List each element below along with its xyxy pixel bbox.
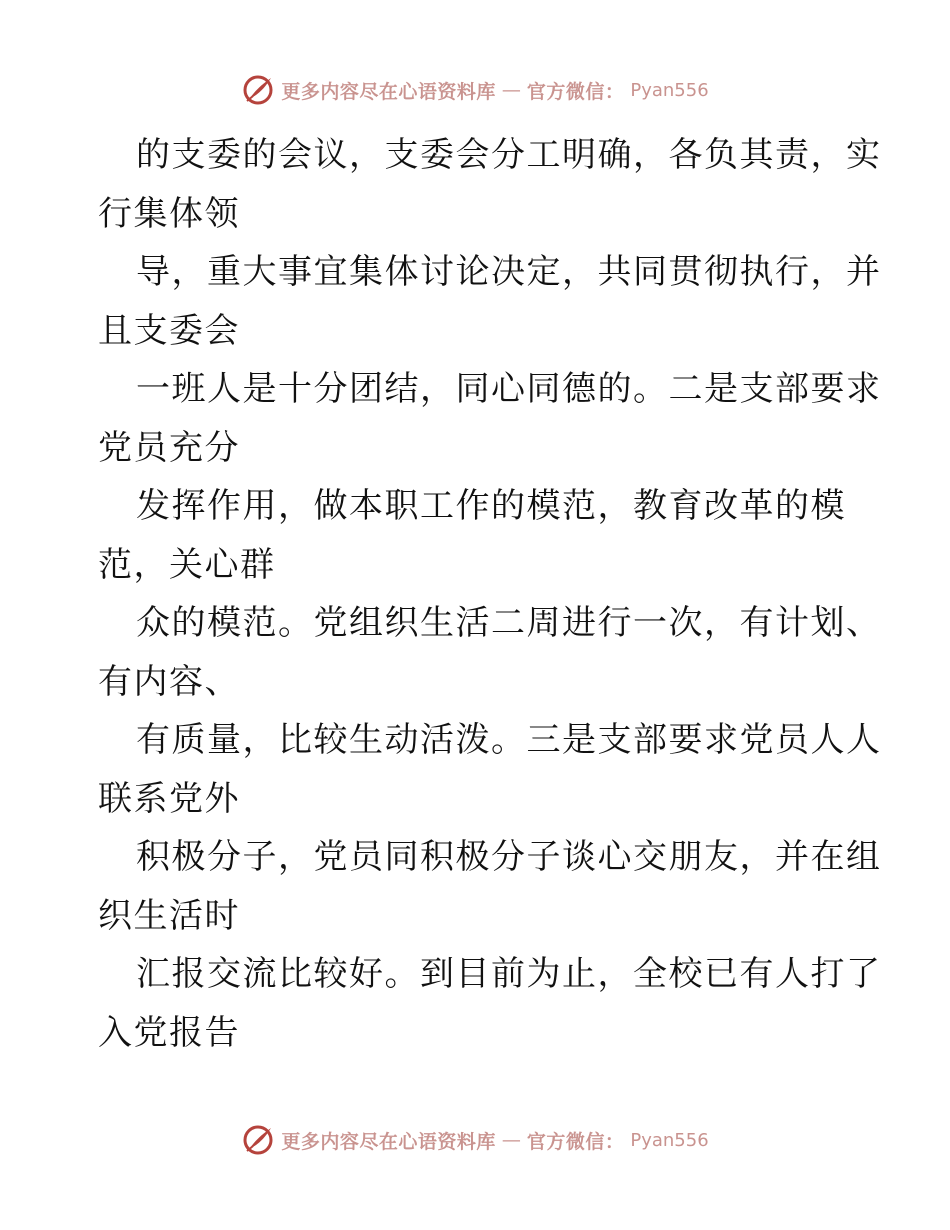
text-line: 发挥作用，做本职工作的模范，教育改革的模 bbox=[136, 486, 846, 526]
watermark-dash: — bbox=[501, 79, 521, 101]
text-line: 织生活时 bbox=[98, 895, 240, 936]
watermark-wechat-label: 官方微信： bbox=[526, 1130, 625, 1153]
text-line: 联系党外 bbox=[98, 778, 240, 819]
text-line: 党员充分 bbox=[98, 427, 240, 468]
text-line: 导，重大事宜集体讨论决定，共同贯彻执行，并 bbox=[136, 252, 882, 292]
watermark-wechat-id: Pyan556 bbox=[630, 79, 709, 101]
text-line: 积极分子，党员同积极分子谈心交朋友，并在组 bbox=[136, 837, 882, 877]
footer-watermark bbox=[0, 1120, 950, 1160]
text-line: 范，关心群 bbox=[98, 544, 276, 585]
text-line: 且支委会 bbox=[98, 310, 240, 351]
text-line: 的支委的会议，支委会分工明确，各负其责，实 bbox=[136, 135, 882, 175]
watermark-text: 更多内容尽在心语资料库 bbox=[281, 1130, 496, 1153]
text-line: 行集体领 bbox=[98, 193, 240, 234]
text-line: 一班人是十分团结，同心同德的。二是支部要求 bbox=[136, 369, 882, 409]
document-body bbox=[98, 126, 882, 1062]
text-line: 众的模范。党组织生活二周进行一次，有计划、 bbox=[136, 603, 882, 643]
watermark-dash: — bbox=[501, 1129, 521, 1151]
text-line: 有质量，比较生动活泼。三是支部要求党员人人 bbox=[136, 720, 882, 760]
header-watermark bbox=[0, 70, 950, 110]
text-line: 入党报告 bbox=[98, 1012, 240, 1053]
quill-logo-icon bbox=[241, 1123, 275, 1157]
watermark-wechat-label: 官方微信： bbox=[526, 80, 625, 103]
watermark-text: 更多内容尽在心语资料库 bbox=[281, 80, 496, 103]
text-line: 汇报交流比较好。到目前为止，全校已有人打了 bbox=[136, 954, 882, 994]
watermark-wechat-id: Pyan556 bbox=[630, 1129, 709, 1151]
text-line: 有内容、 bbox=[98, 661, 240, 702]
quill-logo-icon bbox=[241, 73, 275, 107]
